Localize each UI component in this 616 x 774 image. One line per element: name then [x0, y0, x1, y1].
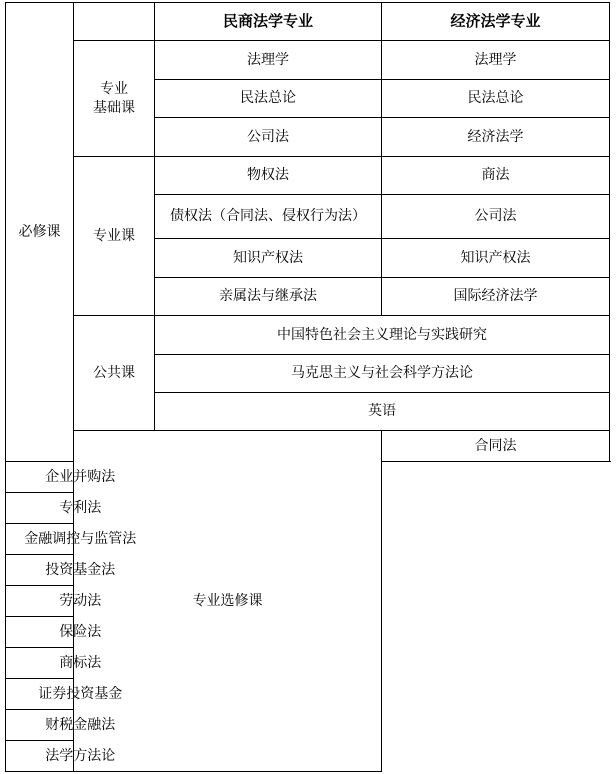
course-cell: 法理学 — [155, 41, 382, 80]
course-cell: 亲属法与继承法 — [155, 278, 382, 316]
table-row — [6, 316, 610, 355]
elective-course: 劳动法 — [6, 586, 155, 617]
course-cell: 英语 — [155, 393, 610, 431]
public-label: 公共课 — [74, 316, 155, 431]
electives-label: 专业选修课 — [74, 431, 382, 772]
course-cell: 法理学 — [382, 41, 610, 80]
course-cell: 国际经济法学 — [382, 278, 610, 316]
course-cell: 公司法 — [382, 195, 610, 239]
elective-course: 金融调控与监管法 — [6, 524, 155, 555]
header-row — [6, 3, 610, 41]
elective-course: 法学方法论 — [6, 741, 155, 772]
elective-course: 保险法 — [6, 617, 155, 648]
table-row — [6, 41, 610, 80]
foundation-label: 专业 基础课 — [74, 41, 155, 157]
course-cell: 公司法 — [155, 118, 382, 157]
elective-course: 企业并购法 — [6, 462, 155, 493]
course-cell: 民法总论 — [382, 80, 610, 118]
header-econ-major: 经济法学专业 — [382, 3, 610, 41]
course-cell: 知识产权法 — [382, 239, 610, 278]
elective-course: 合同法 — [382, 431, 610, 462]
elective-course: 商标法 — [6, 648, 155, 679]
specialty-label: 专业课 — [74, 157, 155, 316]
course-cell: 商法 — [382, 157, 610, 195]
elective-course: 财税金融法 — [6, 710, 155, 741]
course-cell: 物权法 — [155, 157, 382, 195]
elective-course: 证券投资基金 — [6, 679, 155, 710]
elective-course: 专利法 — [6, 493, 155, 524]
course-cell: 中国特色社会主义理论与实践研究 — [155, 316, 610, 355]
course-cell: 债权法（合同法、侵权行为法） — [155, 195, 382, 239]
course-cell: 经济法学 — [382, 118, 610, 157]
course-cell: 马克思主义与社会科学方法论 — [155, 355, 610, 393]
table-row — [6, 157, 610, 195]
course-cell: 民法总论 — [155, 80, 382, 118]
header-civil-major: 民商法学专业 — [155, 3, 382, 41]
header-blank-cell — [74, 3, 155, 41]
course-cell: 知识产权法 — [155, 239, 382, 278]
required-label: 必修课 — [6, 3, 74, 462]
elective-course: 投资基金法 — [6, 555, 155, 586]
curriculum-table — [5, 2, 610, 772]
table-row — [6, 431, 610, 462]
